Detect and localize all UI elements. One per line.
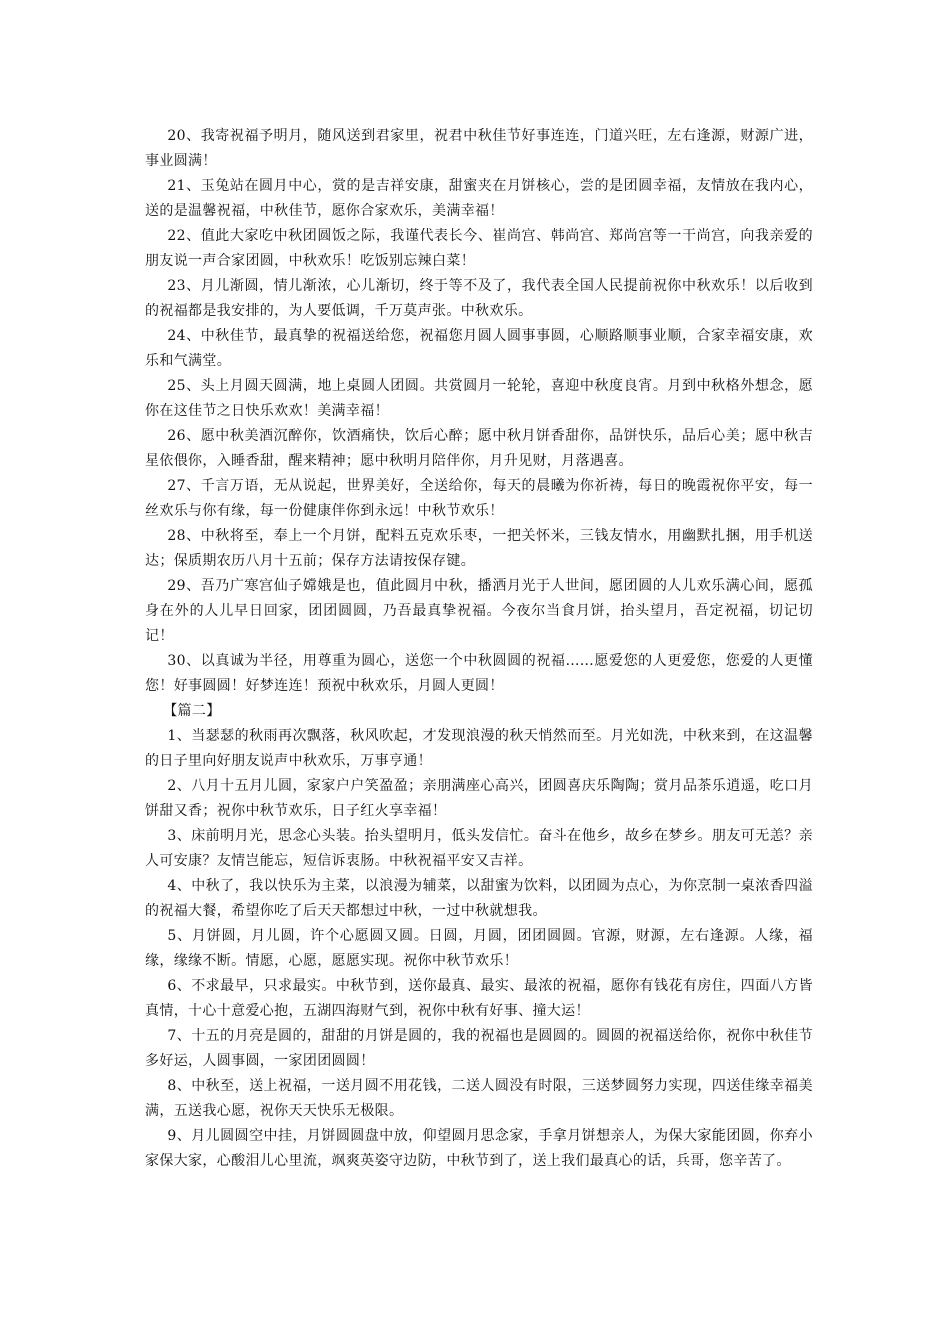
paragraph-24: 24、中秋佳节，最真挚的祝福送给您，祝福您月圆人圆事事圆，心顺路顺事业顺，合家幸福安康，欢乐和气满堂。 (145, 328, 813, 369)
paragraph-2-6: 6、不求最早，只求最实。中秋节到，送你最真、最实、最浓的祝福，愿你有钱花有房住，四面八方皆真情，十心十意爱心抱，五湖四海财气到，祝你中秋有好事、撞大运！ (145, 978, 813, 1019)
paragraph-27: 27、千言万语，无从说起，世界美好，全送给你，每天的晨曦为你祈祷，每日的晚霞祝你平安，每一丝欢乐与你有缘，每一份健康伴你到永远！中秋节欢乐！ (145, 478, 813, 519)
paragraph-30: 30、以真诚为半径，用尊重为圆心，送您一个中秋圆圆的祝福……愿爱您的人更爱您，您爱的人更懂您！好事圆圆！好梦连连！预祝中秋欢乐，月圆人更圆！ (145, 653, 813, 694)
paragraph-2-3: 3、床前明月光，思念心头装。抬头望明月，低头发信忙。奋斗在他乡，故乡在梦乡。朋友可无恙？亲人可安康？友情岂能忘，短信诉衷肠。中秋祝福平安又吉祥。 (145, 828, 813, 869)
paragraph-28: 28、中秋将至，奉上一个月饼，配料五克欢乐枣，一把关怀米，三钱友情水，用幽默扎捆，用手机送达；保质期农历八月十五前；保存方法请按保存键。 (145, 528, 813, 569)
paragraph-22: 22、值此大家吃中秋团圆饭之际，我谨代表长今、崔尚宫、韩尚宫、郑尚宫等一干尚宫，向我亲爱的朋友说一声合家团圆，中秋欢乐！吃饭别忘辣白菜！ (145, 228, 813, 269)
document-page (145, 124, 813, 1174)
paragraph-26: 26、愿中秋美酒沉醉你，饮酒痛快，饮后心醉；愿中秋月饼香甜你，品饼快乐，品后心美；愿中秋吉星依偎你，入睡香甜，醒来精神；愿中秋明月陪伴你，月升见财，月落遇喜。 (145, 428, 813, 469)
section-2-header: 【篇二】 (163, 703, 221, 719)
paragraph-2-5: 5、月饼圆，月儿圆，许个心愿圆又圆。日圆，月圆，团团圆圆。官源，财源，左右逢源。人缘，福缘，缘缘不断。情愿，心愿，愿愿实现。祝你中秋节欢乐！ (145, 928, 813, 969)
paragraph-2-7: 7、十五的月亮是圆的，甜甜的月饼是圆的，我的祝福也是圆圆的。圆圆的祝福送给你，祝你中秋佳节多好运，人圆事圆，一家团团圆圆！ (145, 1028, 813, 1069)
paragraph-2-2: 2、八月十五月儿圆，家家户户笑盈盈；亲朋满座心高兴，团圆喜庆乐陶陶；赏月品茶乐逍遥，吃口月饼甜又香；祝你中秋节欢乐，日子红火享幸福！ (145, 778, 813, 819)
paragraph-2-4: 4、中秋了，我以快乐为主菜，以浪漫为辅菜，以甜蜜为饮料，以团圆为点心，为你烹制一桌浓香四溢的祝福大餐，希望你吃了后天天都想过中秋，一过中秋就想我。 (145, 878, 813, 919)
paragraph-25: 25、头上月圆天圆满，地上桌圆人团圆。共赏圆月一轮轮，喜迎中秋度良宵。月到中秋格外想念，愿你在这佳节之日快乐欢欢！美满幸福！ (145, 378, 813, 419)
paragraph-20: 20、我寄祝福予明月，随风送到君家里，祝君中秋佳节好事连连，门道兴旺，左右逢源，财源广进，事业圆满！ (145, 128, 813, 169)
paragraph-29: 29、吾乃广寒宫仙子嫦娥是也，值此圆月中秋，播洒月光于人世间，愿团圆的人儿欢乐满心间，愿孤身在外的人儿早日回家，团团圆圆，乃吾最真挚祝福。今夜尔当食月饼，抬头望月，吾定祝福，切记切记！ (145, 578, 813, 644)
section-1 (145, 124, 813, 699)
paragraph-23: 23、月儿渐圆，情儿渐浓，心儿渐切，终于等不及了，我代表全国人民提前祝你中秋欢乐！以后收到的祝福都是我安排的，为人要低调，千万莫声张。中秋欢乐。 (145, 278, 813, 319)
section-2 (145, 724, 813, 1174)
paragraph-21: 21、玉兔站在圆月中心，赏的是吉祥安康，甜蜜夹在月饼核心，尝的是团圆幸福，友情放在我内心，送的是温馨祝福，中秋佳节，愿你合家欢乐，美满幸福！ (145, 178, 813, 219)
paragraph-2-8: 8、中秋至，送上祝福，一送月圆不用花钱，二送人圆没有时限，三送梦圆努力实现，四送佳缘幸福美满，五送我心愿，祝你天天快乐无极限。 (145, 1078, 813, 1119)
paragraph-2-1: 1、当瑟瑟的秋雨再次飘落，秋风吹起，才发现浪漫的秋天悄然而至。月光如洗，中秋来到，在这温馨的日子里向好朋友说声中秋欢乐，万事亨通！ (145, 728, 813, 769)
paragraph-2-9: 9、月儿圆圆空中挂，月饼圆圆盘中放，仰望圆月思念家，手拿月饼想亲人，为保大家能团圆，你弃小家保大家，心酸泪儿心里流，飒爽英姿守边防，中秋节到了，送上我们最真心的话，兵哥，您辛苦了。 (145, 1128, 813, 1169)
